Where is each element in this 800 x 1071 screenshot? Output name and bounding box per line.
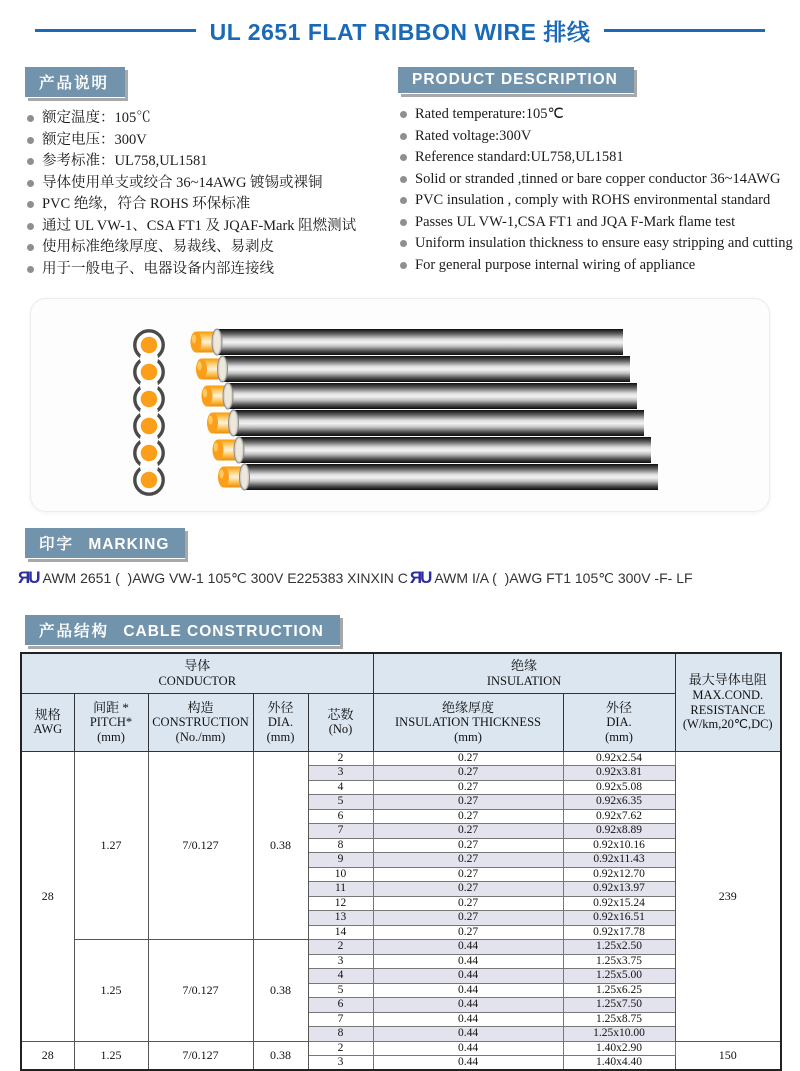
bullet-item bbox=[398, 257, 800, 274]
conductor-dia-cell: 0.38 bbox=[253, 751, 308, 940]
thickness-cell: 0.27 bbox=[373, 882, 563, 897]
bullet-item bbox=[25, 196, 398, 213]
insulation-dia-cell: 0.92x13.97 bbox=[563, 882, 675, 897]
ul-recognized-mark-icon: ЯU bbox=[409, 568, 431, 587]
cores-cell: 3 bbox=[308, 766, 373, 781]
thickness-cell: 0.27 bbox=[373, 867, 563, 882]
insulation-dia-cell: 1.25x3.75 bbox=[563, 954, 675, 969]
bullet-dot-icon bbox=[27, 180, 34, 187]
bullet-text: Passes UL VW-1,CSA FT1 and JQA F-Mark flame test bbox=[415, 213, 736, 230]
marking-section bbox=[18, 528, 800, 588]
bullet-text: Reference standard:UL758,UL1581 bbox=[415, 149, 624, 165]
pitch-cell: 1.25 bbox=[74, 940, 148, 1042]
insulation-dia-cell: 1.25x10.00 bbox=[563, 1027, 675, 1042]
cores-cell: 12 bbox=[308, 896, 373, 911]
bullet-dot-icon bbox=[400, 219, 407, 226]
cut-wires-3d bbox=[191, 329, 659, 490]
thickness-cell: 0.44 bbox=[373, 998, 563, 1013]
cores-cell: 11 bbox=[308, 882, 373, 897]
cores-cell: 4 bbox=[308, 780, 373, 795]
thickness-cell: 0.27 bbox=[373, 780, 563, 795]
group-header-conductor: 导体 CONDUCTOR bbox=[21, 653, 373, 693]
cores-cell: 5 bbox=[308, 795, 373, 810]
insulation-dia-cell: 0.92x16.51 bbox=[563, 911, 675, 926]
product-description-section bbox=[25, 67, 800, 282]
cores-cell: 9 bbox=[308, 853, 373, 868]
cores-cell: 4 bbox=[308, 969, 373, 984]
insulation-dia-cell: 1.25x6.25 bbox=[563, 983, 675, 998]
insulation-dia-cell: 1.25x2.50 bbox=[563, 940, 675, 955]
insulation-dia-cell: 0.92x11.43 bbox=[563, 853, 675, 868]
awg-cell: 28 bbox=[21, 1041, 74, 1070]
bullet-item bbox=[25, 175, 398, 192]
cores-cell: 8 bbox=[308, 1027, 373, 1042]
ribbon-cross-section bbox=[135, 331, 163, 494]
bullet-text: Rated temperature:105℃ bbox=[415, 106, 564, 122]
product-description-cn-header bbox=[25, 67, 125, 98]
cores-cell: 6 bbox=[308, 809, 373, 824]
insulation-dia-cell: 0.92x7.62 bbox=[563, 809, 675, 824]
cores-cell: 14 bbox=[308, 925, 373, 940]
construction-title-en: CABLE CONSTRUCTION bbox=[123, 623, 324, 640]
resistance-cell: 239 bbox=[675, 751, 781, 1041]
product-description-en-list bbox=[398, 106, 800, 274]
column-header-awg: 规格 AWG bbox=[21, 693, 74, 751]
cores-cell: 8 bbox=[308, 838, 373, 853]
insulation-dia-cell: 1.25x7.50 bbox=[563, 998, 675, 1013]
insulation-dia-cell: 0.92x12.70 bbox=[563, 867, 675, 882]
product-description-cn-column bbox=[25, 67, 398, 282]
thickness-cell: 0.27 bbox=[373, 853, 563, 868]
title-rule-left bbox=[35, 29, 196, 32]
page-title: UL 2651 FLAT RIBBON WIRE 排线 bbox=[209, 19, 591, 45]
cores-cell: 7 bbox=[308, 1012, 373, 1027]
insulation-dia-cell: 0.92x2.54 bbox=[563, 751, 675, 766]
page-header bbox=[35, 14, 765, 47]
bullet-dot-icon bbox=[400, 262, 407, 269]
bullet-item bbox=[398, 128, 800, 145]
bullet-item bbox=[25, 110, 398, 127]
bullet-item bbox=[25, 153, 398, 170]
construction-cell: 7/0.127 bbox=[148, 751, 253, 940]
section-title-en: PRODUCT DESCRIPTION bbox=[412, 71, 618, 88]
insulation-dia-cell: 1.40x4.40 bbox=[563, 1056, 675, 1071]
marking-title-en: MARKING bbox=[88, 536, 170, 553]
cores-cell: 13 bbox=[308, 911, 373, 926]
insulation-dia-cell: 0.92x15.24 bbox=[563, 896, 675, 911]
insulation-dia-cell: 0.92x10.16 bbox=[563, 838, 675, 853]
thickness-cell: 0.27 bbox=[373, 795, 563, 810]
bullet-dot-icon bbox=[400, 154, 407, 161]
bullet-dot-icon bbox=[27, 266, 34, 273]
cable-construction-section bbox=[25, 615, 800, 1071]
cable-construction-table bbox=[20, 652, 782, 1071]
ul-recognized-mark-icon: ЯU bbox=[18, 568, 39, 587]
column-header-max-resistance: 最大导体电阻 MAX.COND. RESISTANCE (W/km,20℃,DC) bbox=[675, 653, 781, 751]
insulation-dia-cell: 0.92x5.08 bbox=[563, 780, 675, 795]
product-description-en-column bbox=[398, 67, 800, 282]
bullet-dot-icon bbox=[27, 158, 34, 165]
construction-cell: 7/0.127 bbox=[148, 940, 253, 1042]
datasheet-page bbox=[0, 14, 800, 1071]
column-header-pitch: 间距 * PITCH* (mm) bbox=[74, 693, 148, 751]
marking-header bbox=[25, 528, 185, 559]
resistance-cell: 150 bbox=[675, 1041, 781, 1070]
bullet-dot-icon bbox=[400, 111, 407, 118]
column-header-construction: 构造 CONSTRUCTION (No./mm) bbox=[148, 693, 253, 751]
insulation-dia-cell: 0.92x8.89 bbox=[563, 824, 675, 839]
pitch-cell: 1.25 bbox=[74, 1041, 148, 1070]
cores-cell: 5 bbox=[308, 983, 373, 998]
bullet-dot-icon bbox=[27, 201, 34, 208]
column-header-conductor-dia: 外径 DIA. (mm) bbox=[253, 693, 308, 751]
bullet-item bbox=[25, 261, 398, 278]
bullet-text: PVC insulation , comply with ROHS environmental standard bbox=[415, 192, 771, 208]
cores-cell: 3 bbox=[308, 954, 373, 969]
cores-cell: 2 bbox=[308, 751, 373, 766]
title-rule-right bbox=[604, 29, 765, 32]
thickness-cell: 0.27 bbox=[373, 925, 563, 940]
spec-row bbox=[21, 751, 781, 766]
bullet-dot-icon bbox=[27, 223, 34, 230]
conductor-dia-cell: 0.38 bbox=[253, 1041, 308, 1070]
bullet-text: PVC 绝缘，符合 ROHS 环保标准 bbox=[42, 196, 251, 212]
column-header-insulation-dia: 外径 DIA. (mm) bbox=[563, 693, 675, 751]
ribbon-wire-illustration bbox=[31, 299, 769, 511]
bullet-item bbox=[398, 149, 800, 166]
thickness-cell: 0.27 bbox=[373, 911, 563, 926]
thickness-cell: 0.44 bbox=[373, 954, 563, 969]
insulation-dia-cell: 1.25x8.75 bbox=[563, 1012, 675, 1027]
bullet-dot-icon bbox=[27, 244, 34, 251]
bullet-dot-icon bbox=[27, 115, 34, 122]
conductor-dia-cell: 0.38 bbox=[253, 940, 308, 1042]
thickness-cell: 0.27 bbox=[373, 751, 563, 766]
marking-text-line bbox=[18, 568, 800, 588]
cores-cell: 3 bbox=[308, 1056, 373, 1071]
bullet-item bbox=[25, 132, 398, 149]
construction-cell: 7/0.127 bbox=[148, 1041, 253, 1070]
bullet-text: Solid or stranded ,tinned or bare copper conductor 36~14AWG bbox=[415, 170, 781, 187]
cores-cell: 6 bbox=[308, 998, 373, 1013]
bullet-text: 用于一般电子、电器设备内部连接线 bbox=[42, 260, 274, 277]
bullet-text: 参考标准：UL758,UL1581 bbox=[42, 153, 208, 169]
construction-header bbox=[25, 615, 340, 646]
spec-row bbox=[21, 940, 781, 955]
bullet-text: 导体使用单支或绞合 36~14AWG 镀锡或裸铜 bbox=[42, 174, 323, 191]
insulation-dia-cell: 1.25x5.00 bbox=[563, 969, 675, 984]
group-header-insulation: 绝缘 INSULATION bbox=[373, 653, 675, 693]
insulation-dia-cell: 1.40x2.90 bbox=[563, 1041, 675, 1056]
cores-cell: 10 bbox=[308, 867, 373, 882]
section-title-cn: 产品说明 bbox=[39, 75, 110, 92]
cores-cell: 2 bbox=[308, 940, 373, 955]
thickness-cell: 0.44 bbox=[373, 1056, 563, 1071]
spec-row bbox=[21, 1041, 781, 1056]
bullet-text: Rated voltage:300V bbox=[415, 127, 532, 144]
thickness-cell: 0.44 bbox=[373, 969, 563, 984]
bullet-text: For general purpose internal wiring of appliance bbox=[415, 256, 696, 273]
insulation-dia-cell: 0.92x17.78 bbox=[563, 925, 675, 940]
bullet-item bbox=[398, 235, 800, 252]
marking-title-cn: 印字 bbox=[39, 536, 75, 553]
bullet-text: Uniform insulation thickness to ensure easy stripping and cutting bbox=[415, 235, 793, 251]
construction-title-cn: 产品结构 bbox=[39, 623, 110, 640]
thickness-cell: 0.27 bbox=[373, 809, 563, 824]
column-header-cores: 芯数 (No) bbox=[308, 693, 373, 751]
thickness-cell: 0.44 bbox=[373, 1041, 563, 1056]
bullet-dot-icon bbox=[27, 137, 34, 144]
product-description-en-header bbox=[398, 67, 634, 94]
insulation-dia-cell: 0.92x3.81 bbox=[563, 766, 675, 781]
bullet-text: 额定温度：105℃ bbox=[42, 110, 151, 126]
column-header-insulation-thickness: 绝缘厚度 INSULATION THICKNESS (mm) bbox=[373, 693, 563, 751]
thickness-cell: 0.27 bbox=[373, 824, 563, 839]
bullet-item bbox=[25, 239, 398, 256]
bullet-dot-icon bbox=[400, 133, 407, 140]
insulation-dia-cell: 0.92x6.35 bbox=[563, 795, 675, 810]
bullet-dot-icon bbox=[400, 197, 407, 204]
product-description-cn-list bbox=[25, 110, 398, 278]
bullet-item bbox=[398, 192, 800, 209]
bullet-item bbox=[398, 171, 800, 188]
thickness-cell: 0.27 bbox=[373, 838, 563, 853]
bullet-text: 使用标准绝缘厚度、易裁线、易剥皮 bbox=[42, 239, 274, 255]
bullet-item bbox=[398, 106, 800, 123]
thickness-cell: 0.44 bbox=[373, 983, 563, 998]
product-image-panel bbox=[30, 298, 770, 512]
pitch-cell: 1.27 bbox=[74, 751, 148, 940]
marking-text-2: AWM I/A ( )AWG FT1 105℃ 300V -F- LF bbox=[434, 569, 693, 586]
bullet-item bbox=[398, 214, 800, 231]
bullet-text: 通过 UL VW-1、CSA FT1 及 JQAF-Mark 阻燃测试 bbox=[42, 217, 357, 234]
cores-cell: 7 bbox=[308, 824, 373, 839]
awg-cell: 28 bbox=[21, 751, 74, 1041]
thickness-cell: 0.27 bbox=[373, 896, 563, 911]
thickness-cell: 0.44 bbox=[373, 1027, 563, 1042]
bullet-item bbox=[25, 218, 398, 235]
bullet-dot-icon bbox=[400, 240, 407, 247]
thickness-cell: 0.44 bbox=[373, 1012, 563, 1027]
marking-text-1: AWM 2651 ( )AWG VW-1 105℃ 300V E225383 XINXIN C bbox=[42, 569, 408, 586]
thickness-cell: 0.27 bbox=[373, 766, 563, 781]
bullet-text: 额定电压：300V bbox=[42, 131, 147, 148]
bullet-dot-icon bbox=[400, 176, 407, 183]
cores-cell: 2 bbox=[308, 1041, 373, 1056]
thickness-cell: 0.44 bbox=[373, 940, 563, 955]
